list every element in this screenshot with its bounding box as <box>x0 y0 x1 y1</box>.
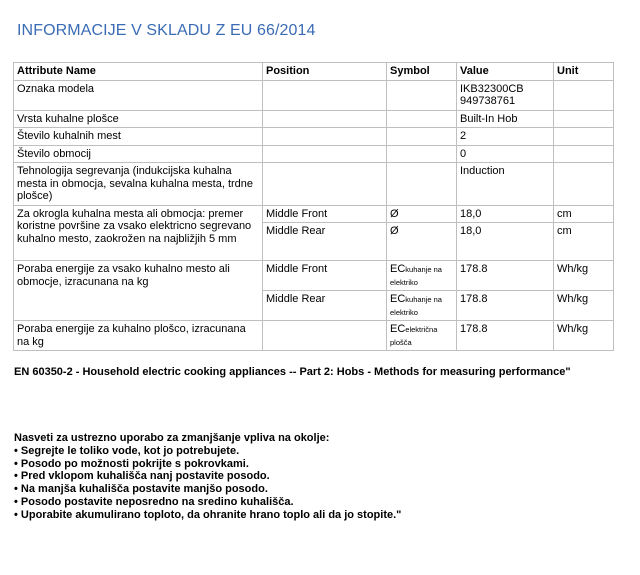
environment-tips <box>14 432 401 522</box>
attr-cell: Število obmocij <box>14 145 263 163</box>
attr-cell: Za okrogla kuhalna mesta ali obmocja: premer koristne površine za vsako elektricno segrevano kuhalno mesto, zaokrožen na najbližjih 5 mm <box>14 205 263 261</box>
symbol-cell <box>387 321 457 351</box>
list-item: • Na manjša kuhališča postavite manjšo posodo. <box>14 483 401 496</box>
table-row <box>14 163 614 206</box>
energy-info-table <box>13 62 614 351</box>
header-unit: Unit <box>554 63 614 81</box>
table-row <box>14 128 614 146</box>
symbol-cell <box>387 261 457 291</box>
table-row <box>14 110 614 128</box>
symbol-subscript: kuhanje na elektriko <box>390 295 442 317</box>
table-row <box>14 261 614 291</box>
symbol-subscript: električna plošča <box>390 325 438 347</box>
value-cell: 0 <box>457 145 554 163</box>
value-cell: 178.8 <box>457 291 554 321</box>
symbol-ec: EC <box>390 263 406 275</box>
value-cell: 18,0 <box>457 223 554 261</box>
attr-cell: Vrsta kuhalne plošce <box>14 110 263 128</box>
value-cell: 18,0 <box>457 205 554 223</box>
unit-cell: Wh/kg <box>554 321 614 351</box>
header-symbol: Symbol <box>387 63 457 81</box>
symbol-cell <box>387 291 457 321</box>
header-position: Position <box>263 63 387 81</box>
page-title: INFORMACIJE V SKLADU Z EU 66/2014 <box>17 22 316 39</box>
attr-cell: Poraba energije za vsako kuhalno mesto ali obmocje, izracunana na kg <box>14 261 263 321</box>
tips-list <box>14 445 401 522</box>
value-cell <box>457 80 554 110</box>
position-cell: Middle Rear <box>263 291 387 321</box>
table-row <box>14 80 614 110</box>
value-cell: Induction <box>457 163 554 206</box>
table-row <box>14 145 614 163</box>
table-row <box>14 205 614 223</box>
attr-cell: Tehnologija segrevanja (indukcijska kuhalna mesta in obmocja, sevalna kuhalna mesta, trdne plošce) <box>14 163 263 206</box>
value-cell: 178.8 <box>457 321 554 351</box>
measurement-standard: EN 60350-2 - Household electric cooking appliances -- Part 2: Hobs - Methods for measuring performance" <box>14 366 571 378</box>
list-item: • Segrejte le toliko vode, kot jo potrebujete. <box>14 445 401 458</box>
symbol-ec: EC <box>390 323 406 335</box>
symbol-subscript: kuhanje na elektriko <box>390 265 442 287</box>
header-value: Value <box>457 63 554 81</box>
list-item: • Posodo po možnosti pokrijte s pokrovkami. <box>14 458 401 471</box>
value-cell: Built-In Hob <box>457 110 554 128</box>
table-row <box>14 321 614 351</box>
attr-cell: Oznaka modela <box>14 80 263 110</box>
header-attribute: Attribute Name <box>14 63 263 81</box>
list-item: • Posodo postavite neposredno na sredino kuhališča. <box>14 496 401 509</box>
unit-cell: cm <box>554 205 614 223</box>
symbol-ec: EC <box>390 293 406 305</box>
value-cell: 2 <box>457 128 554 146</box>
list-item: • Uporabite akumulirano toploto, da ohranite hrano toplo ali da jo stopite." <box>14 509 401 522</box>
unit-cell: cm <box>554 223 614 261</box>
position-cell: Middle Rear <box>263 223 387 261</box>
unit-cell: Wh/kg <box>554 291 614 321</box>
value-cell: 178.8 <box>457 261 554 291</box>
unit-cell: Wh/kg <box>554 261 614 291</box>
attr-cell: Število kuhalnih mest <box>14 128 263 146</box>
product-number: 949738761 <box>460 95 516 107</box>
model-code: IKB32300CB <box>460 82 524 95</box>
position-cell: Middle Front <box>263 205 387 223</box>
table-header-row <box>14 63 614 81</box>
symbol-cell: Ø <box>387 223 457 261</box>
position-cell: Middle Front <box>263 261 387 291</box>
list-item: • Pred vklopom kuhališča nanj postavite posodo. <box>14 470 401 483</box>
attr-cell: Poraba energije za kuhalno plošco, izracunana na kg <box>14 321 263 351</box>
tips-heading: Nasveti za ustrezno uporabo za zmanjšanje vpliva na okolje: <box>14 432 330 444</box>
symbol-cell: Ø <box>387 205 457 223</box>
